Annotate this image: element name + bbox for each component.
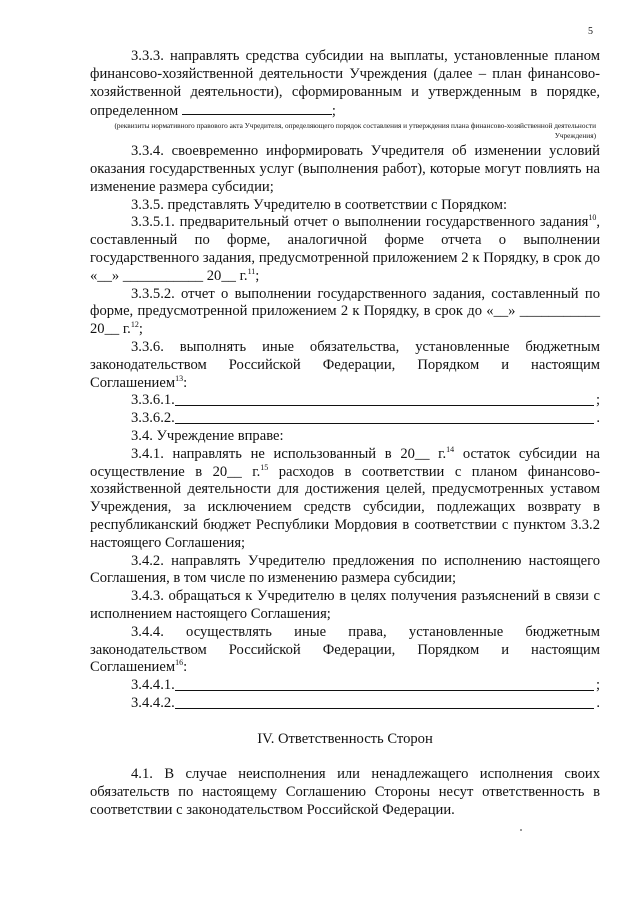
item-label: 3.4.4.1. <box>131 677 175 694</box>
footnote-ref: 12 <box>130 320 139 330</box>
clause-text: 3.3.5.2. отчет о выполнении государственного задания, составленный по форме, предусмотренной приложением 2 к Порядку, в срок до «__» ___________ 20__ г. <box>90 285 600 338</box>
clause-text: 3.3.5.1. предварительный отчет о выполнении государственного задания <box>131 214 589 231</box>
clause-text: : <box>183 374 188 391</box>
clause-3-3-6-2 <box>90 410 600 428</box>
clause-end-mark: ; <box>595 677 600 694</box>
blank-line <box>175 423 595 424</box>
clause-text: , составленный по форме, аналогичной форме отчета о выполнении государственного задания, предусмотренной приложением 2 к Порядку, в срок до «__» ___________ 20__ г. <box>90 214 600 284</box>
item-label: 3.3.6.2. <box>131 410 175 427</box>
scan-dot <box>520 829 522 831</box>
clause-3-4-4-2 <box>90 695 600 713</box>
clause-3-4-4-1 <box>90 677 600 695</box>
clause-text: расходов в соответствии с планом финансово-хозяйственной деятельности для достижения целей, предусмотренных уставом Учреждения, за исключением средств субсидии, подлежащих возврату в республиканский бюджет Республики Мордовия в соответствии с пунктом 3.3.2 настоящего Соглашения; <box>90 463 600 551</box>
clause-3-4: 3.4. Учреждение вправе: <box>131 427 284 444</box>
clause-text: 3.4.1. направлять не использованный в 20__ г. <box>131 445 447 462</box>
clause-3-3-3-note: (реквизиты нормативного правового акта Учредителя, определяющего порядок составления и утверждения плана финансово-хозяйственной деятельности Учреждения) <box>114 121 596 141</box>
footnote-ref: 14 <box>446 444 455 454</box>
clause-text: ; <box>138 321 143 338</box>
blank-line <box>175 708 595 709</box>
page-number: 5 <box>588 26 593 37</box>
clause-3-3-6 <box>90 339 600 392</box>
footnote-ref: 16 <box>175 658 184 668</box>
footnote-ref: 10 <box>588 213 597 223</box>
clause-end-mark: . <box>596 410 600 427</box>
clause-3-3-5: 3.3.5. представлять Учредителю в соответствии с Порядком: <box>131 196 508 213</box>
clause-3-3-6-1 <box>90 392 600 410</box>
clause-3-3-5-1 <box>90 214 600 285</box>
clause-end-mark: ; <box>331 103 336 120</box>
clause-4-1: 4.1. В случае неисполнения или ненадлежащего исполнения своих обязательств по настоящему Соглашению Стороны несут ответственность в соответствии с законодательством Российской Федерации. <box>90 766 600 819</box>
clause-text: остаток субсидии на осуществление в 20__ г. <box>90 445 600 480</box>
clause-text: : <box>183 659 188 676</box>
clause-3-4-2: 3.4.2. направлять Учредителю предложения по исполнению настоящего Соглашения, в том числе по изменению размера субсидии; <box>90 552 600 587</box>
clause-3-3-4: 3.3.4. своевременно информировать Учредителя об изменении условий оказания государственных услуг (выполнения работ), которые могут повлиять на изменение размера субсидии; <box>90 143 600 195</box>
clause-end-mark: ; <box>595 392 600 409</box>
clause-end-mark: . <box>596 694 600 711</box>
footnote-ref: 13 <box>175 373 184 383</box>
clause-text: 3.4.4. осуществлять иные права, установленные бюджетным законодательством Российской Федерации, Порядком и настоящим Соглашением <box>90 623 600 676</box>
blank-line <box>175 690 594 691</box>
blank-line <box>182 101 332 115</box>
clause-3-3-3-text: 3.3.3. направлять средства субсидии на выплаты, установленные планом финансово-хозяйственной деятельности Учреждения (далее – план финансово-хозяйственной деятельности), сформированным и утвержденным в порядке, определенном <box>90 48 600 120</box>
item-label: 3.3.6.1. <box>131 392 175 409</box>
section-heading-iv: IV. Ответственность Сторон <box>257 730 433 747</box>
clause-text: 3.3.6. выполнять иные обязательства, установленные бюджетным законодательством Российской Федерации, Порядком и настоящим Соглашением <box>90 338 600 391</box>
clause-3-3-5-2 <box>90 286 600 339</box>
blank-line <box>175 405 594 406</box>
item-label: 3.4.4.2. <box>131 694 175 711</box>
clause-text: ; <box>255 267 260 284</box>
document-body <box>90 48 600 820</box>
footnote-ref: 15 <box>260 462 269 472</box>
footnote-ref: 11 <box>247 266 256 276</box>
clause-3-4-3: 3.4.3. обращаться к Учредителю в целях получения разъяснений в связи с исполнением настоящего Соглашения; <box>90 588 600 622</box>
clause-3-3-3 <box>90 48 600 121</box>
clause-3-4-4 <box>90 624 600 677</box>
clause-3-4-1 <box>90 446 600 553</box>
